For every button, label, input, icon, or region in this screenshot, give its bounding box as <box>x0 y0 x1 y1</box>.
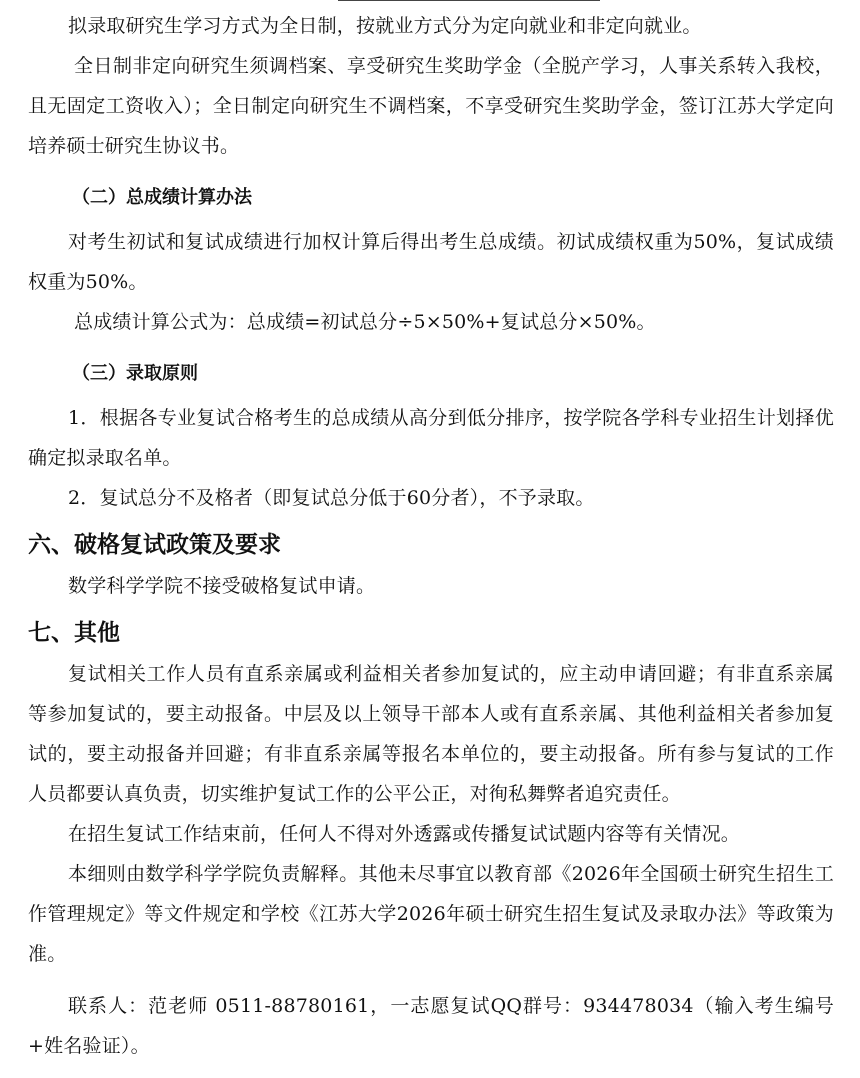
heading-other: 七、其他 <box>28 620 120 646</box>
paragraph-contact: 联系人：范老师 0511-88780161，一志愿复试QQ群号：934478034（输入考生编号+姓名验证）。 <box>28 995 834 1057</box>
document-page <box>28 6 834 1066</box>
paragraph-confidentiality: 在招生复试工作结束前，任何人不得对外透露或传播复试试题内容等有关情况。 <box>68 823 741 845</box>
paragraph-weighting: 对考生初试和复试成绩进行加权计算后得出考生总成绩。初试成绩权重为50%，复试成绩权重为50%。 <box>28 231 834 293</box>
paragraph-rule-2: 2．复试总分不及格者（即复试总分低于60分者），不予录取。 <box>68 487 595 509</box>
paragraph-no-exceptional-retest: 数学科学学院不接受破格复试申请。 <box>68 575 376 597</box>
heading-exceptional-retest: 六、破格复试政策及要求 <box>28 532 281 558</box>
paragraph-rule-1: 1．根据各专业复试合格考生的总成绩从高分到低分排序，按学院各学科专业招生计划择优确定拟录取名单。 <box>28 407 834 469</box>
paragraph-interpretation: 本细则由数学科学学院负责解释。其他未尽事宜以教育部《2026年全国硕士研究生招生工作管理规定》等文件规定和学校《江苏大学2026年硕士研究生招生复试及录取办法》等政策为准。 <box>28 863 834 965</box>
paragraph-directed-vs-non-directed: 全日制非定向研究生须调档案、享受研究生奖助学金（全脱产学习，人事关系转入我校，且无固定工资收入）；全日制定向研究生不调档案，不享受研究生奖助学金，签订江苏大学定向培养硕士研究生协议书。 <box>28 55 834 157</box>
subheading-admission-principles: （三）录取原则 <box>72 363 198 384</box>
paragraph-formula: 总成绩计算公式为：总成绩=初试总分÷5×50%+复试总分×50%。 <box>74 311 656 333</box>
subheading-total-score: （二）总成绩计算办法 <box>72 187 252 208</box>
top-rule <box>338 0 600 1</box>
paragraph-recusal: 复试相关工作人员有直系亲属或利益相关者参加复试的，应主动申请回避；有非直系亲属等参加复试的，要主动报备。中层及以上领导干部本人或有直系亲属、其他利益相关者参加复试的，要主动报备并回避；有非直系亲属等报名本单位的，要主动报备。所有参与复试的工作人员都要认真负责，切实维护复试工作的公平公正，对徇私舞弊者追究责任。 <box>28 663 834 805</box>
paragraph-study-mode: 拟录取研究生学习方式为全日制，按就业方式分为定向就业和非定向就业。 <box>68 15 702 37</box>
